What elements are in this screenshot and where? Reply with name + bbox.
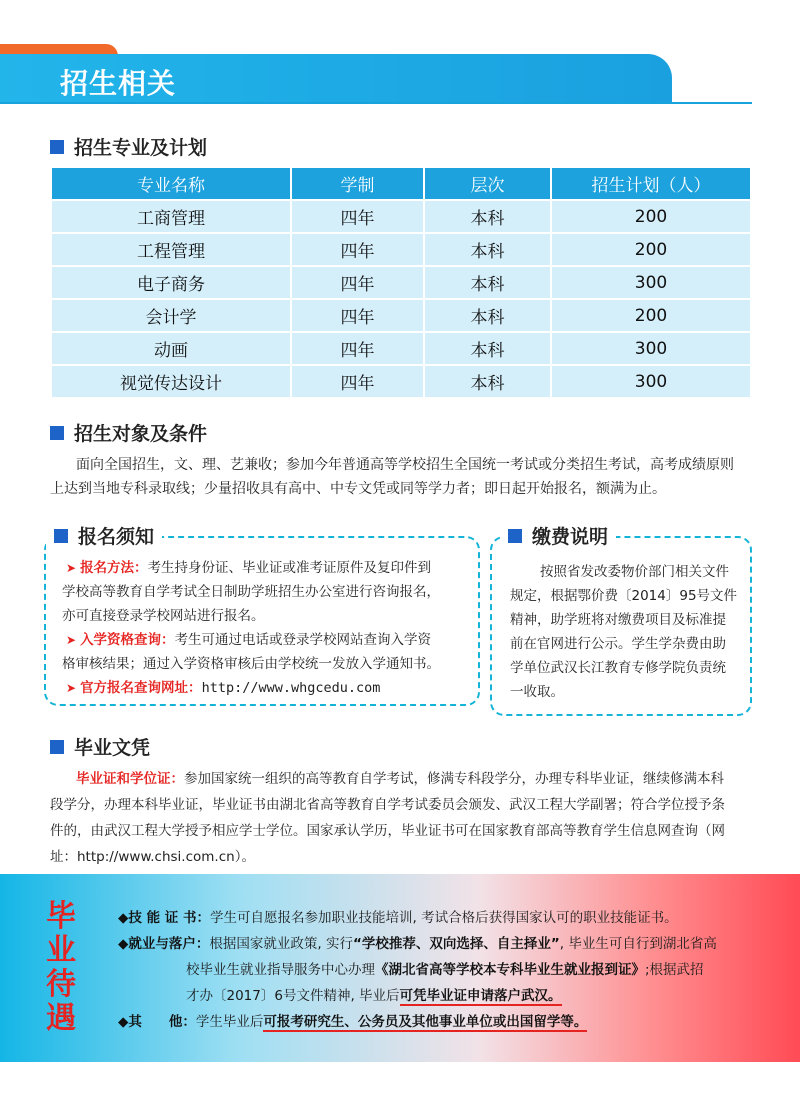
- fee-heading: [500, 522, 616, 549]
- cell-duration: 四年: [292, 234, 423, 265]
- arrow-icon: ➤: [66, 561, 77, 575]
- vertical-char: 遇: [46, 1001, 76, 1036]
- diploma-line-4: 址：http://www.chsi.com.cn）。: [50, 849, 255, 865]
- fee-line: 按照省发改委物价部门相关文件: [540, 564, 729, 580]
- section-banner: [0, 40, 800, 110]
- notice-method-line: [66, 557, 431, 579]
- site-url-link[interactable]: http://www.whgcedu.com: [201, 680, 381, 696]
- site-label: 官方报名查询网址：: [80, 680, 202, 696]
- col-header: 层次: [425, 168, 550, 199]
- table-row: [52, 300, 750, 331]
- fee-line: 一收取。: [510, 684, 564, 700]
- benefit-other-line: [118, 1010, 587, 1034]
- diploma-label: 毕业证和学位证：: [76, 771, 184, 787]
- cell-level: 本科: [425, 267, 550, 298]
- notice-heading-text: 报名须知: [78, 526, 155, 548]
- job-settle: 可凭毕业证申请落户武汉。: [399, 988, 562, 1004]
- query-text: 考生可通过电话或登录学校网站查询入学资: [174, 632, 432, 648]
- cell-duration: 四年: [292, 300, 423, 331]
- skill-label: ◆技 能 证 书：: [118, 910, 210, 926]
- fee-line: 精神，助学班将对缴费项目及标准提: [510, 612, 726, 628]
- cell-major: 视觉传达设计: [52, 366, 290, 397]
- eligibility-line-2: 上达到当地专科录取线；少量招收具有高中、中专文凭或同等学力者；即日起开始报名，额满为止。: [50, 481, 666, 497]
- vertical-char: 业: [46, 933, 76, 968]
- cell-major: 工程管理: [52, 234, 290, 265]
- benefits-vertical-title: [46, 900, 86, 1036]
- job-policy: “学校推荐、双向选择、自主择业”: [352, 936, 560, 952]
- diploma-heading-text: 毕业文凭: [74, 737, 151, 759]
- notice-method-line-2: 学校高等教育自学考试全日制助学班招生办公室进行咨询报名，: [62, 584, 440, 600]
- cell-duration: 四年: [292, 201, 423, 232]
- cell-level: 本科: [425, 300, 550, 331]
- eligibility-heading-text: 招生对象及条件: [74, 423, 208, 445]
- benefit-job-line-1: [118, 932, 717, 956]
- notice-query-line-2: 格审核结果；通过入学资格审核后由学校统一发放入学通知书。: [62, 656, 440, 672]
- eligibility-line-1: 面向全国招生，文、理、艺兼收；参加今年普通高等学校招生全国统一考试或分类招生考试，高考成绩原则: [76, 457, 734, 473]
- cell-plan: 200: [552, 201, 750, 232]
- cell-duration: 四年: [292, 267, 423, 298]
- col-header: 招生计划（人）: [552, 168, 750, 199]
- benefit-skill-line: [118, 906, 678, 930]
- cell-plan: 200: [552, 300, 750, 331]
- notice-heading: [46, 522, 162, 549]
- col-header: 专业名称: [52, 168, 290, 199]
- notice-method-line-3: 亦可直接登录学校网站进行报名。: [62, 608, 265, 624]
- skill-text: 学生可自愿报名参加职业技能培训, 考试合格后获得国家认可的职业技能证书。: [209, 910, 678, 926]
- square-bullet-icon: [50, 140, 64, 154]
- cell-major: 动画: [52, 333, 290, 364]
- other-text-b: 可报考研究生、公务员及其他事业单位或出国留学等。: [263, 1014, 588, 1030]
- job-text-2a: 校毕业生就业指导服务中心办理: [186, 962, 375, 978]
- table-row: [52, 234, 750, 265]
- job-text-2c: ;根据武招: [645, 962, 704, 978]
- table-row: [52, 201, 750, 232]
- arrow-icon: ➤: [66, 633, 77, 647]
- square-bullet-icon: [50, 740, 64, 754]
- notice-query-line: [66, 629, 431, 651]
- square-bullet-icon: [508, 529, 522, 543]
- cell-level: 本科: [425, 234, 550, 265]
- diploma-text-1: 参加国家统一组织的高等教育自学考试，修满专科段学分，办理专科毕业证，继续修满本科: [184, 771, 724, 787]
- banner-underline: [0, 102, 752, 104]
- vertical-char: 待: [46, 967, 76, 1002]
- diploma-heading: [50, 733, 150, 760]
- job-certificate: 《湖北省高等学校本专科毕业生就业报到证》: [375, 962, 645, 978]
- fee-heading-text: 缴费说明: [532, 526, 609, 548]
- job-text-a: 根据国家就业政策, 实行: [209, 936, 353, 952]
- majors-heading-text: 招生专业及计划: [74, 137, 208, 159]
- cell-level: 本科: [425, 366, 550, 397]
- table-row: [52, 267, 750, 298]
- cell-plan: 300: [552, 366, 750, 397]
- method-text: 考生持身份证、毕业证或准考证原件及复印件到: [147, 560, 432, 576]
- cell-level: 本科: [425, 201, 550, 232]
- benefit-job-line-3: [186, 984, 562, 1008]
- square-bullet-icon: [54, 529, 68, 543]
- diploma-line-2: 段学分，办理本科毕业证，毕业证书由湖北省高等教育自学考试委员会颁发、武汉工程大学副署；符合学位授予条: [50, 797, 725, 813]
- notice-site-line: [66, 677, 380, 699]
- vertical-char: 毕: [46, 899, 76, 934]
- cell-duration: 四年: [292, 333, 423, 364]
- page-title: 招生相关: [60, 67, 177, 100]
- fee-line: 规定，根据鄂价费〔2014〕95号文件: [510, 588, 738, 604]
- square-bullet-icon: [50, 426, 64, 440]
- arrow-icon: ➤: [66, 681, 77, 695]
- other-text-a: 学生毕业后: [195, 1014, 264, 1030]
- diploma-line-3: 件的，由武汉工程大学授予相应学士学位。国家承认学历，毕业证书可在国家教育部高等教育学生信息网查询（网: [50, 823, 725, 839]
- benefit-job-line-2: [186, 958, 704, 982]
- majors-heading: [50, 133, 207, 160]
- cell-major: 会计学: [52, 300, 290, 331]
- cell-plan: 200: [552, 234, 750, 265]
- table-row: [52, 366, 750, 397]
- job-label: ◆就业与落户：: [118, 936, 210, 952]
- cell-major: 工商管理: [52, 201, 290, 232]
- col-header: 学制: [292, 168, 423, 199]
- diploma-line-1: [76, 768, 724, 790]
- table-header-row: [52, 168, 750, 199]
- other-label: ◆其 他：: [118, 1014, 196, 1030]
- cell-plan: 300: [552, 267, 750, 298]
- cell-major: 电子商务: [52, 267, 290, 298]
- fee-line: 前在官网进行公示。学生学杂费由助: [510, 636, 726, 652]
- eligibility-heading: [50, 419, 207, 446]
- cell-plan: 300: [552, 333, 750, 364]
- query-label: 入学资格查询：: [80, 632, 175, 648]
- job-text-c: , 毕业生可自行到湖北省高: [559, 936, 717, 952]
- fee-line: 学单位武汉长江教育专修学院负责统: [510, 660, 726, 676]
- cell-level: 本科: [425, 333, 550, 364]
- cell-duration: 四年: [292, 366, 423, 397]
- table-row: [52, 333, 750, 364]
- job-text-3a: 才办〔2017〕6号文件精神, 毕业后: [186, 988, 400, 1004]
- majors-table: [50, 166, 752, 399]
- method-label: 报名方法：: [80, 560, 148, 576]
